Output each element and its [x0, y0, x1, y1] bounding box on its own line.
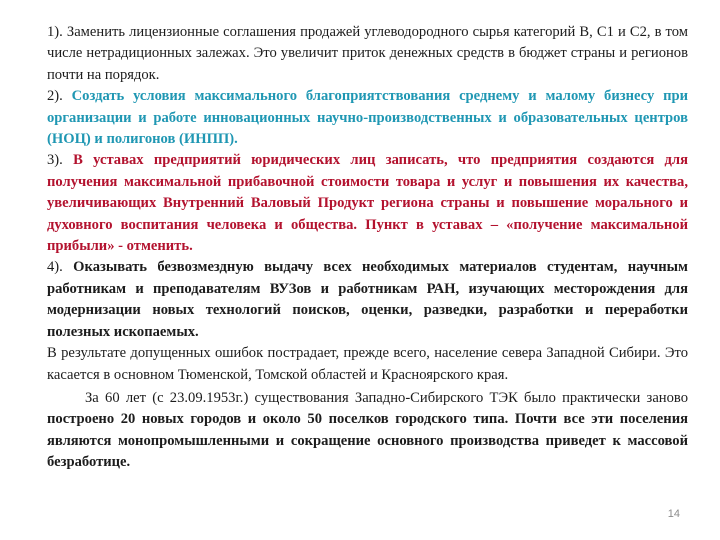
item-2 — [47, 86, 688, 150]
item-4 — [47, 257, 688, 343]
slide-content — [47, 22, 688, 474]
page-number: 14 — [667, 508, 680, 520]
consequence-paragraph: В результате допущенных ошибок пострадает, прежде всего, население севера Западной Сибири. Это касается в основном Тюменской, Томской областей и Красноярского края. — [47, 345, 688, 383]
item-1 — [47, 22, 688, 86]
item-3-number: 3). — [47, 152, 63, 169]
item-4-text: Оказывать безвозмездную выдачу всех необходимых материалов студентам, научным работникам и преподавателям ВУЗов и работникам РАН, изучающих месторождения для модернизации новых технологий поисков, оценки, разведки, разработки и переработки полезных ископаемых. — [47, 259, 688, 340]
conclusion-text: За 60 лет (с 23.09.1953г.) существования Западно-Сибирского ТЭК было практически заново — [85, 389, 688, 406]
item-2-text: Создать условия максимального благоприятствования среднему и малому бизнесу при организации и работе инновационных научно-производственных и образовательных центров (НОЦ) и полигонов (ИНПП). — [47, 88, 688, 148]
item-3-text: В уставах предприятий юридических лиц записать, что предприятия создаются для получения максимальной прибавочной стоимости товара и услуг и повышения их качества, увеличивающих Внутренний Валовый Продукт региона страны и повышение морального и духовного воспитания человека и общества. Пункт в уставах – «получение максимальной прибыли» - отменить. — [47, 152, 688, 255]
item-1-number: 1). — [47, 24, 63, 40]
item-3 — [47, 150, 688, 257]
item-2-number: 2). — [47, 88, 63, 105]
conclusion-emphasis: построено 20 новых городов и около 50 поселков городского типа. Почти все эти поселения являются монопромышленными и сокращение основного производства приведет к массовой безработице. — [47, 411, 688, 471]
conclusion-paragraph — [47, 388, 688, 474]
item-4-number: 4). — [47, 259, 63, 276]
item-1-text: Заменить лицензионные соглашения продажей углеводородного сырья категорий В, С1 и С2, в том числе нетрадиционных залежах. Это увеличит приток денежных средств в бюджет страны и регионов почти на порядок. — [47, 24, 688, 83]
